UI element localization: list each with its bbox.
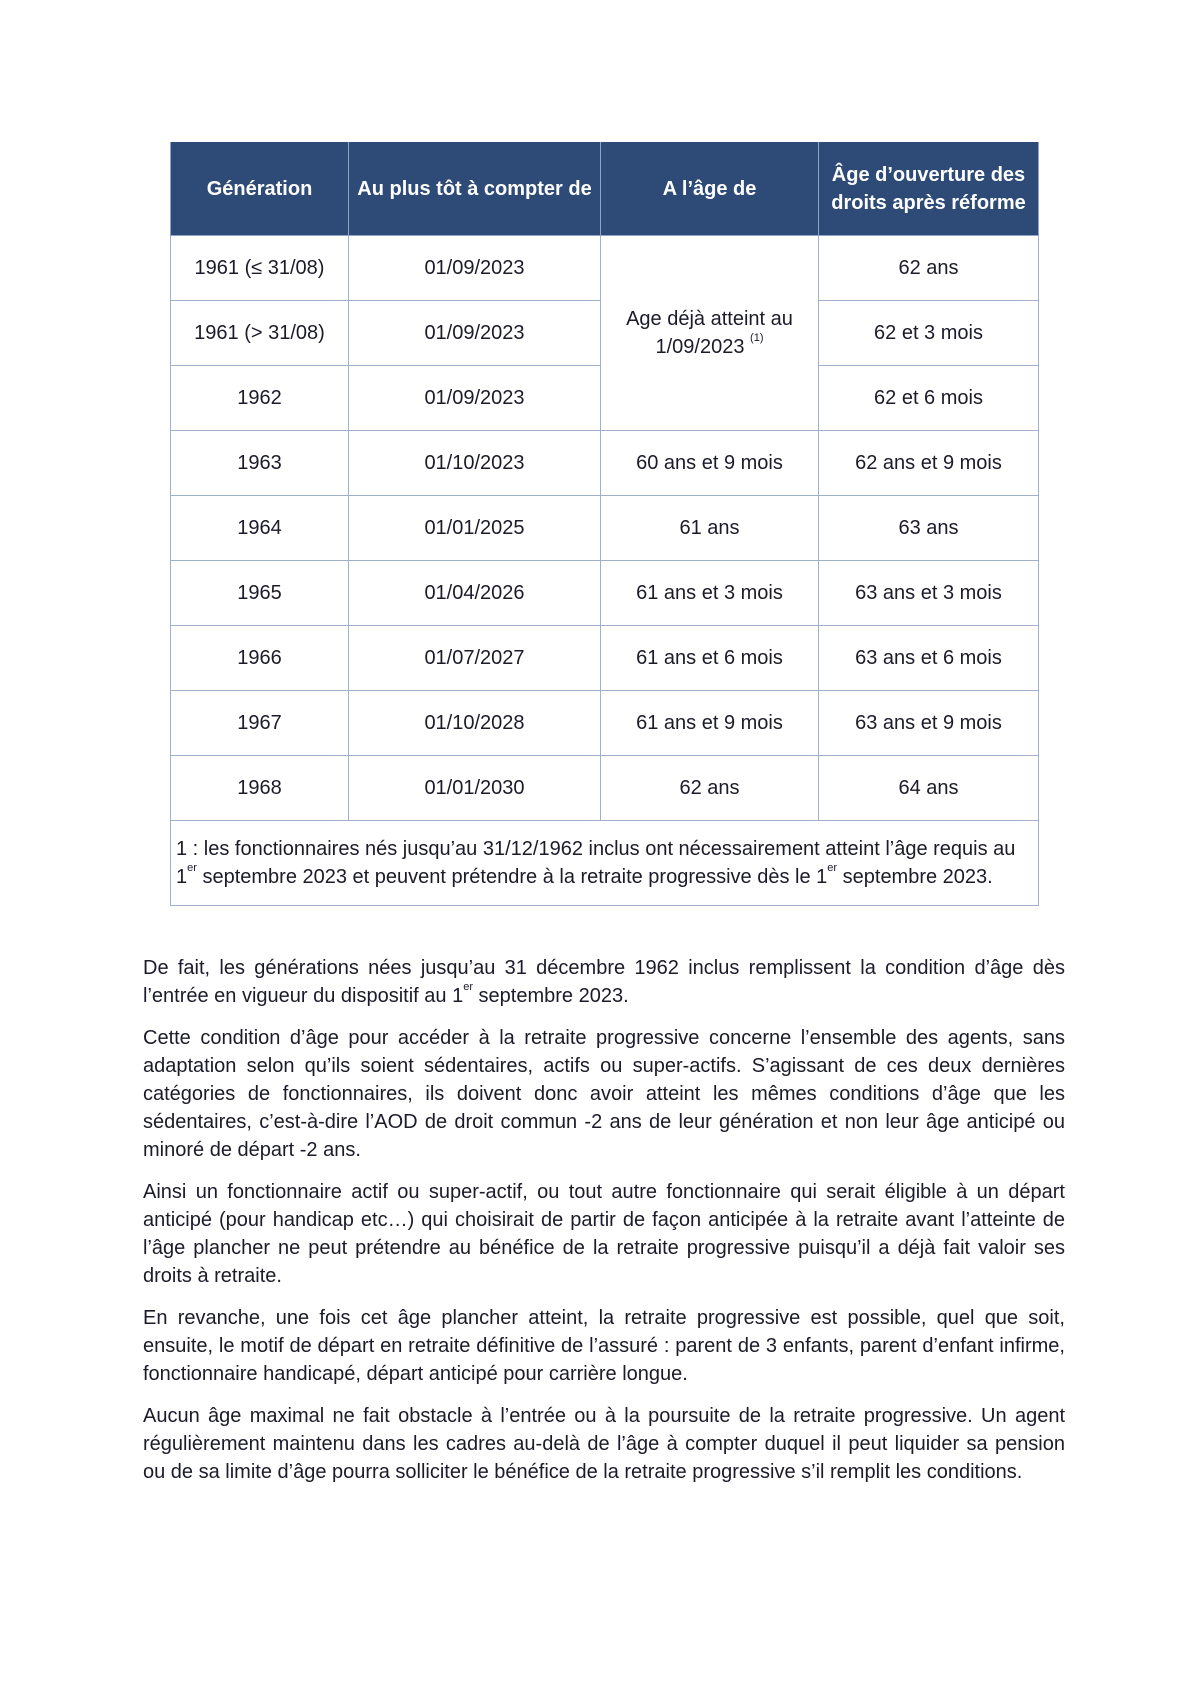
paragraph xyxy=(143,954,1065,1010)
cell-date: 01/09/2023 xyxy=(349,236,601,301)
cell-generation: 1962 xyxy=(171,366,349,431)
table-row xyxy=(171,626,1039,691)
cell-aod: 62 et 6 mois xyxy=(819,366,1039,431)
cell-age: 61 ans et 9 mois xyxy=(601,691,819,756)
cell-date: 01/10/2023 xyxy=(349,431,601,496)
body-text xyxy=(143,954,1065,1500)
footnote-ref: (1) xyxy=(750,332,764,344)
cell-generation: 1967 xyxy=(171,691,349,756)
paragraph: Ainsi un fonctionnaire actif ou super-actif, ou tout autre fonctionnaire qui serait éligible à un départ anticipé (pour handicap etc…) qui choisirait de partir de façon anticipée à la retraite avant l’atteinte de l’âge plancher ne peut prétendre au bénéfice de la retraite progressive puisqu’il a déjà fait valoir ses droits à retraite. xyxy=(143,1181,1065,1287)
cell-age-merged xyxy=(601,236,819,431)
paragraph-text: De fait, les générations nées jusqu’au 31 décembre 1962 inclus remplissent la condition d’âge dès l’entrée en vigueur du dispositif au 1 xyxy=(143,957,1065,1007)
cell-date: 01/09/2023 xyxy=(349,366,601,431)
merged-age-text: Age déjà atteint au 1/09/2023 xyxy=(626,308,793,358)
footnote-text: 1 : les fonctionnaires nés jusqu’au 31/12/1962 inclus ont nécessairement atteint l’âge requis au 1 xyxy=(176,838,1016,888)
table-footnote-row xyxy=(171,821,1039,906)
table-row xyxy=(171,431,1039,496)
cell-generation: 1963 xyxy=(171,431,349,496)
cell-generation: 1965 xyxy=(171,561,349,626)
table-row xyxy=(171,756,1039,821)
table-row xyxy=(171,691,1039,756)
generation-table xyxy=(170,142,1039,906)
cell-aod: 62 et 3 mois xyxy=(819,301,1039,366)
header-generation: Génération xyxy=(171,142,349,236)
cell-aod: 63 ans et 6 mois xyxy=(819,626,1039,691)
cell-age: 61 ans et 3 mois xyxy=(601,561,819,626)
cell-aod: 62 ans xyxy=(819,236,1039,301)
paragraph: En revanche, une fois cet âge plancher atteint, la retraite progressive est possible, quel que soit, ensuite, le motif de départ en retraite définitive de l’assuré : parent de 3 enfants, parent d’enfant infirme, fonctionnaire handicapé, départ anticipé pour carrière longue. xyxy=(143,1307,1065,1385)
table-footnote xyxy=(171,821,1039,906)
footnote-superscript: er xyxy=(187,862,197,874)
table-row xyxy=(171,496,1039,561)
cell-aod: 63 ans xyxy=(819,496,1039,561)
cell-date: 01/01/2025 xyxy=(349,496,601,561)
cell-age: 62 ans xyxy=(601,756,819,821)
cell-date: 01/07/2027 xyxy=(349,626,601,691)
footnote-text: septembre 2023. xyxy=(837,866,993,888)
paragraph-text: septembre 2023. xyxy=(473,985,629,1007)
cell-aod: 64 ans xyxy=(819,756,1039,821)
header-aod: Âge d’ouverture des droits après réforme xyxy=(819,142,1039,236)
cell-date: 01/10/2028 xyxy=(349,691,601,756)
cell-date: 01/09/2023 xyxy=(349,301,601,366)
cell-generation: 1961 (≤ 31/08) xyxy=(171,236,349,301)
cell-age: 60 ans et 9 mois xyxy=(601,431,819,496)
table-row xyxy=(171,236,1039,301)
cell-generation: 1968 xyxy=(171,756,349,821)
cell-age: 61 ans et 6 mois xyxy=(601,626,819,691)
cell-date: 01/01/2030 xyxy=(349,756,601,821)
cell-aod: 63 ans et 3 mois xyxy=(819,561,1039,626)
footnote-text: septembre 2023 et peuvent prétendre à la retraite progressive dès le 1 xyxy=(196,866,828,888)
header-age: A l’âge de xyxy=(601,142,819,236)
cell-age: 61 ans xyxy=(601,496,819,561)
cell-aod: 63 ans et 9 mois xyxy=(819,691,1039,756)
table-header-row xyxy=(171,142,1039,236)
cell-generation: 1961 (> 31/08) xyxy=(171,301,349,366)
header-date: Au plus tôt à compter de xyxy=(349,142,601,236)
cell-generation: 1966 xyxy=(171,626,349,691)
paragraph: Aucun âge maximal ne fait obstacle à l’entrée ou à la poursuite de la retraite progressive. Un agent régulièrement maintenu dans les cadres au-delà de l’âge à compter duquel il peut liquider sa pension ou de sa limite d’âge pourra solliciter le bénéfice de la retraite progressive s’il remplit les conditions. xyxy=(143,1405,1065,1483)
superscript: er xyxy=(463,981,473,993)
paragraph: Cette condition d’âge pour accéder à la retraite progressive concerne l’ensemble des agents, sans adaptation selon qu’ils soient sédentaires, actifs ou super-actifs. S’agissant de ces deux dernières catégories de fonctionnaires, ils doivent donc avoir atteint les mêmes conditions d’âge que les sédentaires, c’est-à-dire l’AOD de droit commun -2 ans de leur génération et non leur âge anticipé ou minoré de départ -2 ans. xyxy=(143,1027,1065,1161)
cell-aod: 62 ans et 9 mois xyxy=(819,431,1039,496)
cell-generation: 1964 xyxy=(171,496,349,561)
cell-date: 01/04/2026 xyxy=(349,561,601,626)
table-row xyxy=(171,561,1039,626)
footnote-superscript: er xyxy=(827,862,838,874)
